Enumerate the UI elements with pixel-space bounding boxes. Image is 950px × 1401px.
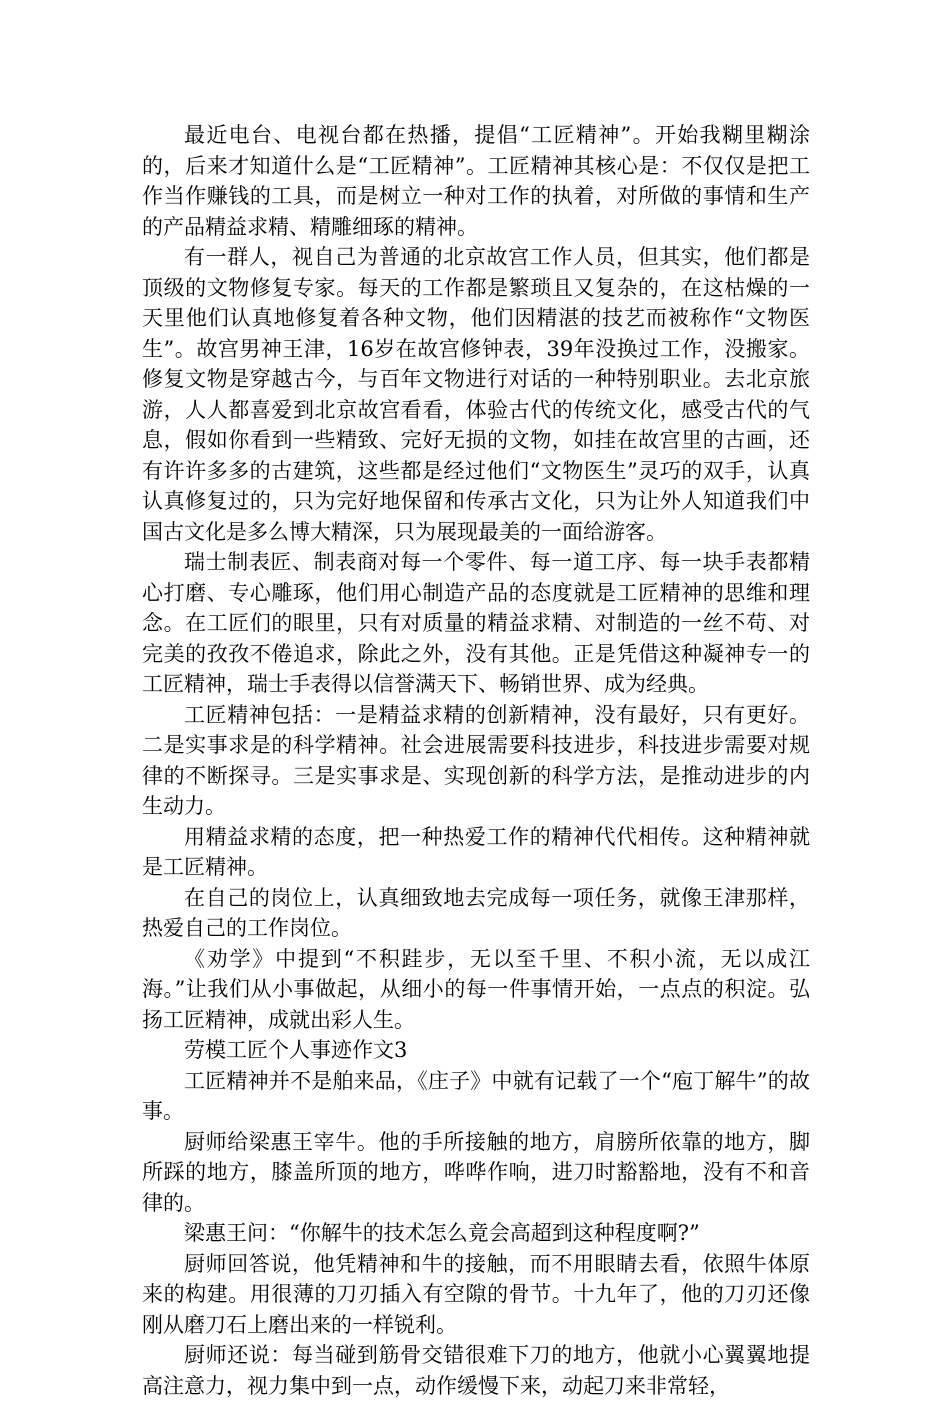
paragraph: 有一群人，视自己为普通的北京故宫工作人员，但其实，他们都是顶级的文物修复专家。每天的工作都是繁琐且又复杂的，在这枯燥的一天里他们认真地修复着各种文物，他们因精湛的技艺而被称作“文物医生”。故宫男神王津，16岁在故宫修钟表，39年没换过工作，没搬家。修复文物是穿越古今，与百年文物进行对话的一种特别职业。去北京旅游，人人都喜爱到北京故宫看看，体验古代的传统文化，感受古代的气息，假如你看到一些精致、完好无损的文物，如挂在故宫里的古画，还有许许多多的古建筑，这些都是经过他们“文物医生”灵巧的双手，认真认真修复过的，只为完好地保留和传承古文化，只为让外人知道我们中国古文化是多么博大精深，只为展现最美的一面给游客。 [142,245,810,544]
paragraph: 厨师给梁惠王宰牛。他的手所接触的地方，肩膀所依靠的地方，脚所踩的地方，膝盖所顶的地方，哗哗作响，进刀时豁豁地，没有不和音律的。 [142,1129,810,1215]
paragraph: 工匠精神并不是舶来品，《庄子》中就有记载了一个“庖丁解牛”的故事。 [142,1068,810,1123]
document-page [142,120,810,1401]
section-heading: 劳模工匠个人事迹作文3 [184,1038,408,1062]
paragraph: 梁惠王问：“你解牛的技术怎么竟会高超到这种程度啊?” [184,1221,700,1245]
paragraph: 工匠精神包括：一是精益求精的创新精神，没有最好，只有更好。二是实事求是的科学精神。社会进展需要科技进步，科技进步需要对规律的不断探寻。三是实事求是、实现创新的科学方法，是推动进步的内生动力。 [142,702,810,818]
paragraph: 最近电台、电视台都在热播，提倡“工匠精神”。开始我糊里糊涂的，后来才知道什么是“工匠精神”。工匠精神其核心是：不仅仅是把工作当作赚钱的工具，而是树立一种对工作的执着，对所做的事情和生产的产品精益求精、精雕细琢的精神。 [142,123,810,239]
paragraph: 在自己的岗位上，认真细致地去完成每一项任务，就像王津那样，热爱自己的工作岗位。 [142,885,810,940]
paragraph: 《劝学》中提到“不积跬步，无以至千里、不积小流，无以成江海。”让我们从小事做起，从细小的每一件事情开始，一点点的积淀。弘扬工匠精神，成就出彩人生。 [142,946,810,1032]
paragraph: 瑞士制表匠、制表商对每一个零件、每一道工序、每一块手表都精心打磨、专心雕琢，他们用心制造产品的态度就是工匠精神的思维和理念。在工匠们的眼里，只有对质量的精益求精、对制造的一丝不苟、对完美的孜孜不倦追求，除此之外，没有其他。正是凭借这种凝神专一的工匠精神，瑞士手表得以信誉满天下、畅销世界、成为经典。 [142,550,810,696]
paragraph: 厨师还说：每当碰到筋骨交错很难下刀的地方，他就小心翼翼地提高注意力，视力集中到一点，动作缓慢下来，动起刀来非常轻， [142,1343,810,1398]
paragraph: 用精益求精的态度，把一种热爱工作的精神代代相传。这种精神就是工匠精神。 [142,824,810,879]
paragraph: 厨师回答说，他凭精神和牛的接触，而不用眼睛去看，依照牛体原来的构建。用很薄的刀刃插入有空隙的骨节。十九年了，他的刀刃还像刚从磨刀石上磨出来的一样锐利。 [142,1251,810,1337]
